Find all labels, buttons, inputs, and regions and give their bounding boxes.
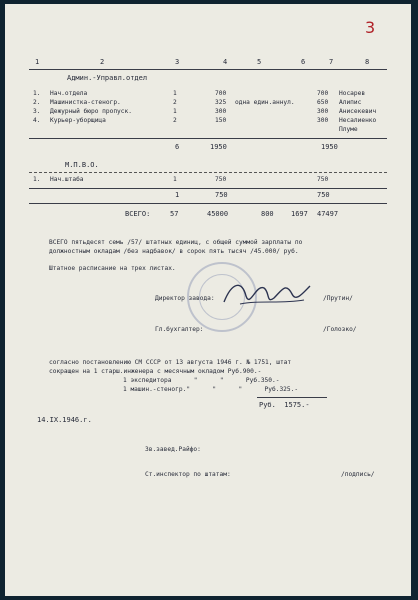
reduction-total: Руб. 1575.- bbox=[259, 401, 310, 409]
grand-total-col5: 800 bbox=[261, 210, 274, 218]
row-position: Нач.отдела bbox=[50, 90, 88, 97]
row-position: Дежурный бюро пропуск. bbox=[50, 108, 132, 115]
mpvo-total-staff: 1 bbox=[175, 191, 180, 199]
row-num: 1. bbox=[33, 90, 41, 97]
summary-line-3: Штатное расписание на трех листах. bbox=[49, 265, 176, 272]
row-staff: 2 bbox=[173, 117, 177, 124]
mpvo-total-sum: 750 bbox=[317, 191, 330, 199]
director-label: Директор завода: bbox=[155, 295, 215, 302]
section-rule bbox=[29, 188, 387, 189]
admin-total-salary: 1950 bbox=[210, 143, 227, 151]
reduction-line-1: сокращен на 1 старш.инженера с месячным окладом Руб.900.- bbox=[49, 368, 262, 375]
accountant-name: /Голозко/ bbox=[323, 326, 357, 333]
row-staff: 1 bbox=[173, 90, 177, 97]
row-salary: 325 bbox=[215, 99, 227, 106]
row-sum: 650 bbox=[317, 99, 329, 106]
section-heading-mpvo: М.П.В.О. bbox=[65, 161, 99, 169]
reduction-intro: согласно постановлению СМ СССР от 13 августа 1946 г. № 1751, штат bbox=[49, 359, 292, 366]
raifo-label: Зв.завед.Райфо: bbox=[145, 446, 201, 453]
row-extra-name: Плуме bbox=[339, 126, 358, 133]
reduction-rule bbox=[257, 397, 327, 398]
document-date: 14.IX.1946.г. bbox=[37, 416, 92, 424]
row-note: одна един.аннул. bbox=[235, 99, 295, 106]
reduction-line-2: 1 экспедитора " " Руб.350.- bbox=[123, 377, 280, 384]
row-salary: 750 bbox=[215, 176, 227, 183]
grand-total-salary: 45000 bbox=[207, 210, 229, 218]
header-rule bbox=[29, 69, 387, 70]
inspector-signature-note: /подпись/ bbox=[341, 471, 375, 478]
row-name: Несалиенко bbox=[339, 117, 377, 124]
row-name: Алипис bbox=[339, 99, 362, 106]
section-rule bbox=[29, 203, 387, 204]
page-number: 3 bbox=[365, 18, 376, 37]
column-header-6: 6 bbox=[301, 58, 306, 66]
row-sum: 300 bbox=[317, 117, 329, 124]
row-num: 3. bbox=[33, 108, 41, 115]
row-num: 1. bbox=[33, 176, 41, 183]
admin-total-staff: 6 bbox=[175, 143, 180, 151]
row-sum: 700 bbox=[317, 90, 329, 97]
row-staff: 2 bbox=[173, 99, 177, 106]
row-staff: 1 bbox=[173, 108, 177, 115]
row-sum: 300 bbox=[317, 108, 329, 115]
row-salary: 150 bbox=[215, 117, 227, 124]
row-position: Машинистка-стеногр. bbox=[50, 99, 121, 106]
summary-line-1: ВСЕГО пятьдесят семь /57/ штатных единиц, с общей суммой зарплаты по bbox=[49, 239, 303, 246]
row-num: 4. bbox=[33, 117, 41, 124]
summary-line-2: должностным окладам /без надбавок/ в сорок пять тысяч /45.000/ руб. bbox=[49, 248, 299, 255]
admin-total-sum: 1950 bbox=[321, 143, 338, 151]
director-name: /Прутин/ bbox=[323, 295, 353, 302]
grand-total-label: ВСЕГО: bbox=[125, 210, 151, 218]
grand-total-col6: 1697 bbox=[291, 210, 308, 218]
row-name: Анисекевич bbox=[339, 108, 377, 115]
row-salary: 300 bbox=[215, 108, 227, 115]
column-header-7: 7 bbox=[329, 58, 334, 66]
section-rule bbox=[29, 172, 387, 173]
row-position: Нач.штаба bbox=[50, 176, 84, 183]
column-header-4: 4 bbox=[223, 58, 228, 66]
director-signature bbox=[220, 274, 315, 314]
row-salary: 700 bbox=[215, 90, 227, 97]
column-header-8: 8 bbox=[365, 58, 370, 66]
column-header-5: 5 bbox=[257, 58, 262, 66]
grand-total-staff: 57 bbox=[170, 210, 179, 218]
column-header-2: 2 bbox=[100, 58, 105, 66]
column-header-3: 3 bbox=[175, 58, 180, 66]
row-name: Носарев bbox=[339, 90, 366, 97]
row-position: Курьер-уборщица bbox=[50, 117, 106, 124]
inspector-label: Ст.инспектор по штатам: bbox=[145, 471, 231, 478]
grand-total-col7: 47497 bbox=[317, 210, 339, 218]
mpvo-total-salary: 750 bbox=[215, 191, 228, 199]
document-page bbox=[5, 4, 411, 596]
section-rule bbox=[29, 138, 387, 139]
row-num: 2. bbox=[33, 99, 41, 106]
accountant-label: Гл.бухгалтер: bbox=[155, 326, 204, 333]
column-header-1: 1 bbox=[35, 58, 40, 66]
section-heading-admin: Админ.-Управл.отдел bbox=[67, 74, 148, 82]
row-sum: 750 bbox=[317, 176, 329, 183]
reduction-line-3: 1 машин.-стеногр." " " Руб.325.- bbox=[123, 386, 299, 393]
row-staff: 1 bbox=[173, 176, 177, 183]
